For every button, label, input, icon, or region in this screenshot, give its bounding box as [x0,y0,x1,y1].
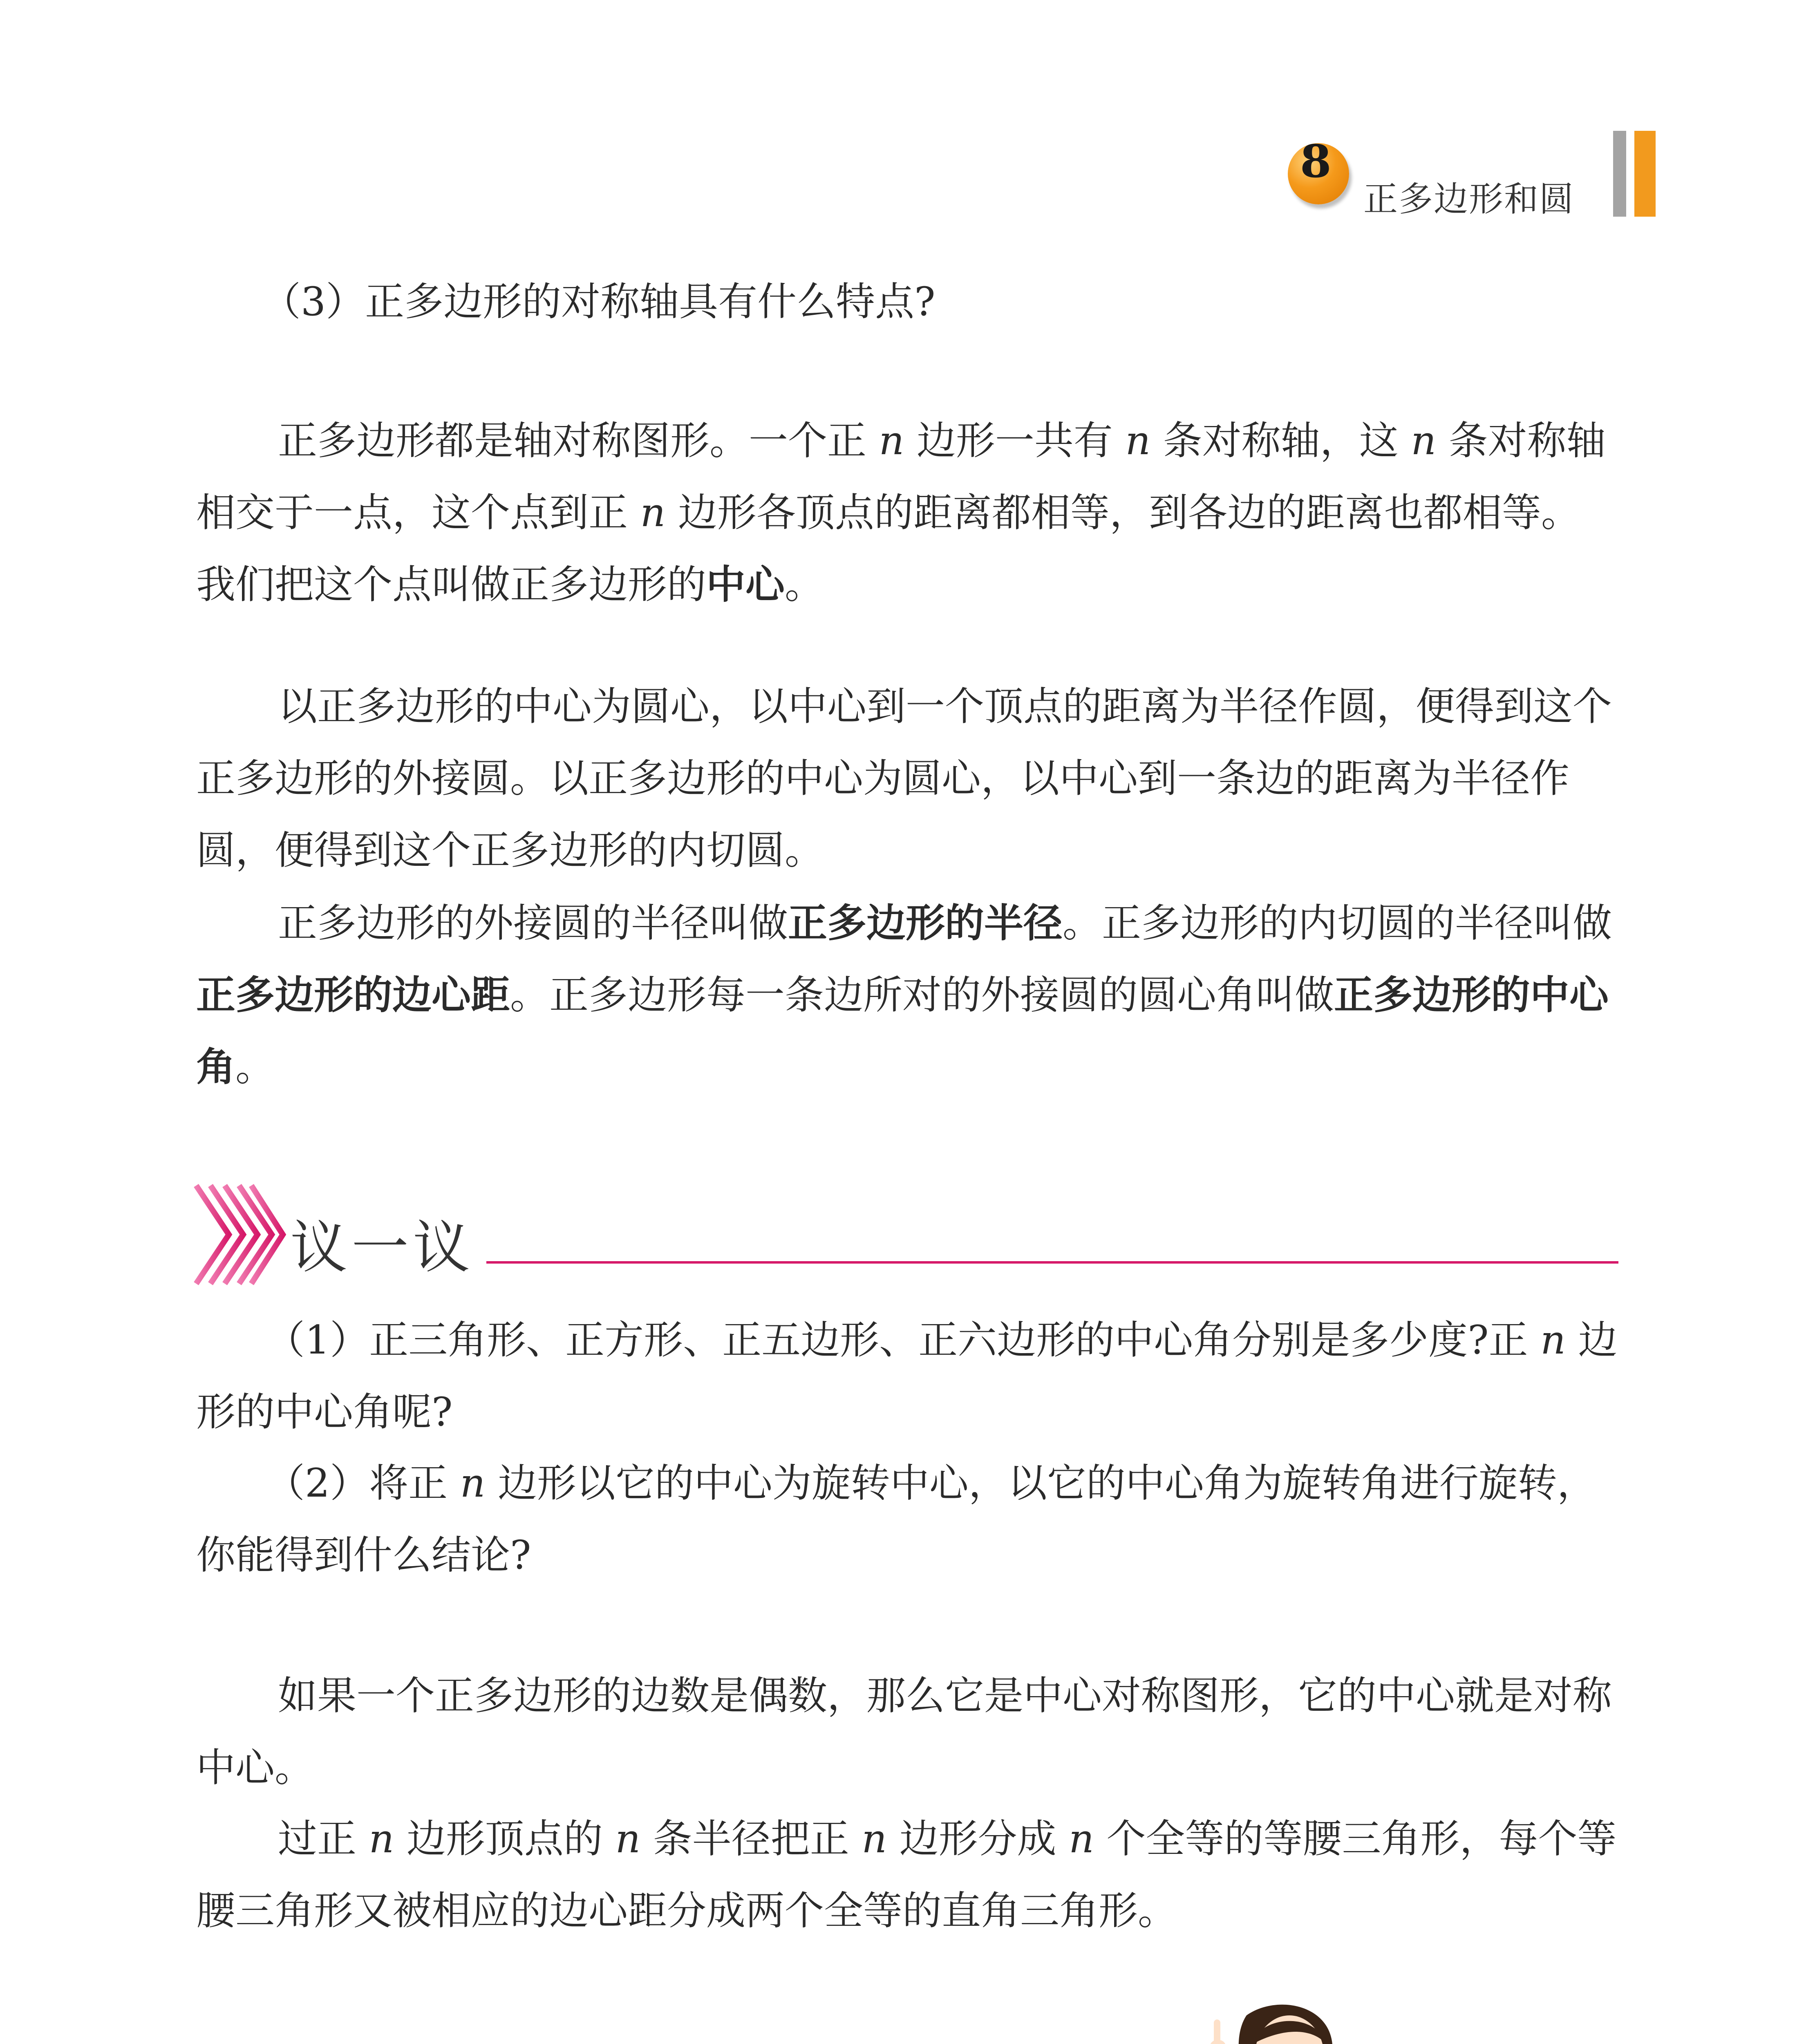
chapter-number: 8 [1300,135,1332,188]
paragraph-terms: 正多边形的外接圆的半径叫做正多边形的半径。正多边形的内切圆的半径叫做正多边形的边心距。正多边形每一条边所对的外接圆的圆心角叫做正多边形的中心角。 [196,900,1612,1090]
chapter-title: 正多边形和圆 [1363,179,1575,219]
term-center: 中心 [706,562,785,607]
discuss-divider [486,1261,1618,1264]
paragraph-central-symmetry: 如果一个正多边形的边数是偶数，那么它是中心对称图形，它的中心就是对称中心。 [196,1673,1612,1791]
discuss-question-2: （2）将正 n 边形以它的中心为旋转中心，以它的中心角为旋转角进行旋转，你能得到什么结论? [196,1460,1596,1578]
girl-illustration [1181,1995,1369,2044]
paragraph-center-definition: 正多边形都是轴对称图形。一个正 n 边形一共有 n 条对称轴，这 n 条对称轴相交于一点，这个点到正 n 边形各顶点的距离都相等，到各边的距离也都相等。我们把这个点叫做正多边形的中心。 [196,418,1606,607]
term-radius: 正多边形的半径 [788,900,1063,946]
discuss-question-1: （1）正三角形、正方形、正五边形、正六边形的中心角分别是多少度?正 n 边形的中心角呢? [196,1317,1618,1435]
paragraph-circles: 以正多边形的中心为圆心，以中心到一个顶点的距离为半径作圆，便得到这个正多边形的外接圆。以正多边形的中心为圆心，以中心到一条边的距离为半径作圆，便得到这个正多边形的内切圆。 [196,684,1612,873]
chevron-arrows-icon [192,1181,286,1288]
discuss-title: 议一议 [290,1215,474,1281]
term-apothem: 正多边形的边心距 [196,972,510,1018]
chapter-header [1288,127,1656,221]
header-gray-bar [1613,131,1626,217]
question-3: （3）正多边形的对称轴具有什么特点? [262,279,935,325]
paragraph-triangles: 过正 n 边形顶点的 n 条半径把正 n 边形分成 n 个全等的等腰三角形，每个等腰三角形又被相应的边心距分成两个全等的直角三角形。 [196,1816,1617,1934]
discuss-heading [192,1177,1618,1300]
term-central-angle: 正多边形的中心角 [196,972,1609,1090]
header-orange-bar [1634,131,1656,217]
